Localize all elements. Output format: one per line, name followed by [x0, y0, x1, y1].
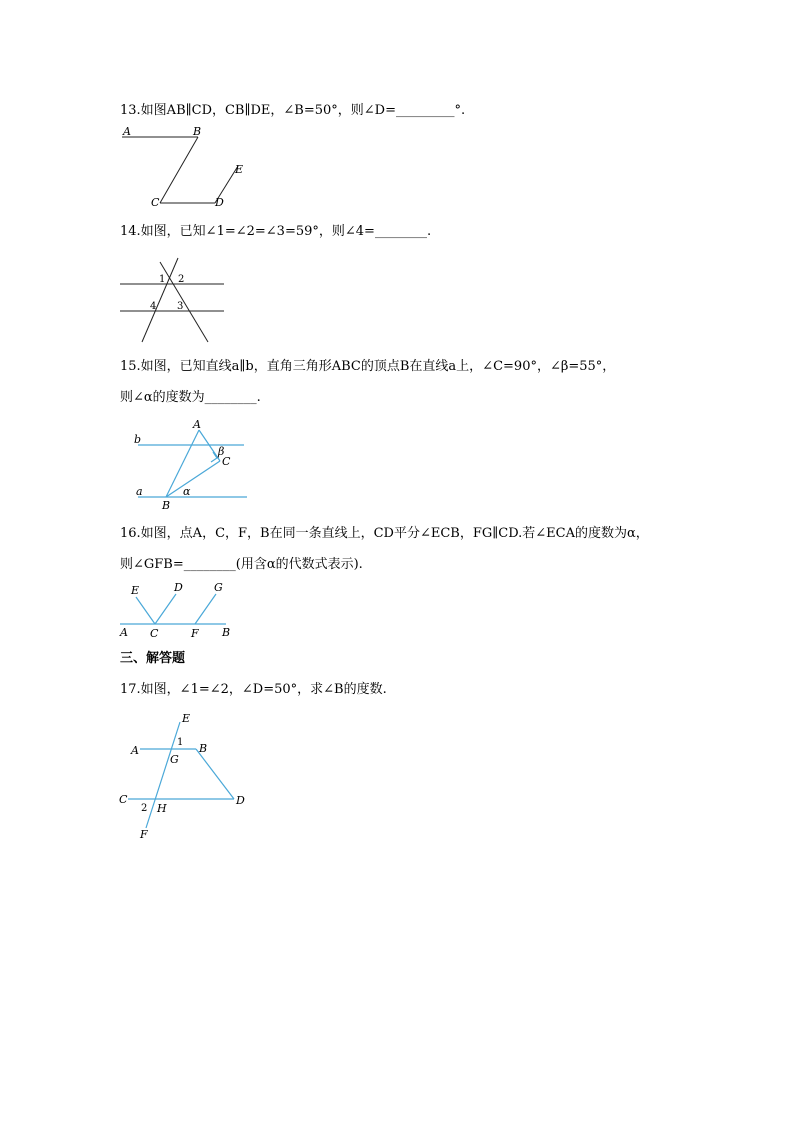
q15-label-a-line: a	[136, 485, 143, 498]
q16-ray-ce	[136, 597, 155, 624]
q17-label-d: D	[236, 794, 245, 807]
q15-right-angle-mark	[211, 452, 217, 462]
q16-label-a: A	[120, 626, 128, 639]
q17-line-ef	[146, 722, 180, 828]
q13-line-de	[215, 166, 238, 203]
q14-label-4: 4	[150, 301, 157, 312]
q17-label-b: B	[199, 742, 208, 755]
q15-label-b-line: b	[134, 433, 142, 446]
q15-side-bc	[166, 461, 220, 497]
q15-label-b: B	[162, 499, 171, 512]
q14-label-2: 2	[178, 274, 185, 285]
q17-label-e: E	[182, 712, 191, 725]
q16-label-g: G	[214, 581, 223, 594]
q17-label-2: 2	[141, 803, 148, 814]
q16-ray-fg	[195, 594, 216, 624]
q15-side-ac	[199, 430, 220, 461]
q17-label-a: A	[131, 744, 139, 757]
q17-line-bd	[196, 749, 234, 799]
q14-line-right-cross	[160, 262, 208, 342]
q14-label-3: 3	[177, 301, 184, 312]
q17-label-c: C	[119, 793, 128, 806]
q15-label-a: A	[193, 418, 201, 431]
q17-label-h: H	[157, 802, 167, 815]
q13-text: 13.如图AB∥CD，CB∥DE，∠B=50°，则∠D=_________°.	[120, 103, 466, 118]
q14-text: 14.如图，已知∠1=∠2=∠3=59°，则∠4=________.	[120, 224, 432, 239]
q15-line2: 则∠α的度数为________.	[120, 390, 261, 405]
q16-label-d: D	[174, 581, 183, 594]
q16-label-c: C	[150, 627, 159, 640]
q15-line1: 15.如图，已知直线a∥b，直角三角形ABC的顶点B在直线a上，∠C=90°，∠β=55°，	[120, 359, 616, 374]
q14-line-left-cross	[142, 258, 178, 342]
q17-label-1: 1	[177, 737, 184, 748]
q16-label-b: B	[222, 626, 231, 639]
q15-side-ab	[166, 430, 199, 497]
q16-line2: 则∠GFB=________(用含α的代数式表示).	[120, 557, 363, 572]
q14-label-1: 1	[159, 274, 166, 285]
q16-line1: 16.如图，点A，C，F，B在同一条直线上，CD平分∠ECB，FG∥CD.若∠ECA的度数为α，	[120, 526, 649, 541]
q16-label-f: F	[191, 627, 199, 640]
q13-label-e: E	[235, 163, 244, 176]
q13-label-b: B	[193, 125, 202, 138]
q13-label-c: C	[151, 196, 160, 209]
q16-label-e: E	[131, 584, 140, 597]
section-title: 三、解答题	[120, 651, 186, 666]
q15-label-beta: β	[218, 445, 225, 458]
q15-label-c: C	[222, 455, 231, 468]
q17-label-g: G	[170, 753, 179, 766]
q17-label-f: F	[140, 828, 148, 841]
q17-text: 17.如图，∠1=∠2，∠D=50°，求∠B的度数.	[120, 682, 387, 697]
q15-label-alpha: α	[183, 485, 191, 498]
q13-label-d: D	[215, 196, 224, 209]
q13-label-a: A	[123, 125, 131, 138]
q16-ray-cd	[155, 594, 176, 624]
q13-line-bc	[160, 137, 198, 203]
